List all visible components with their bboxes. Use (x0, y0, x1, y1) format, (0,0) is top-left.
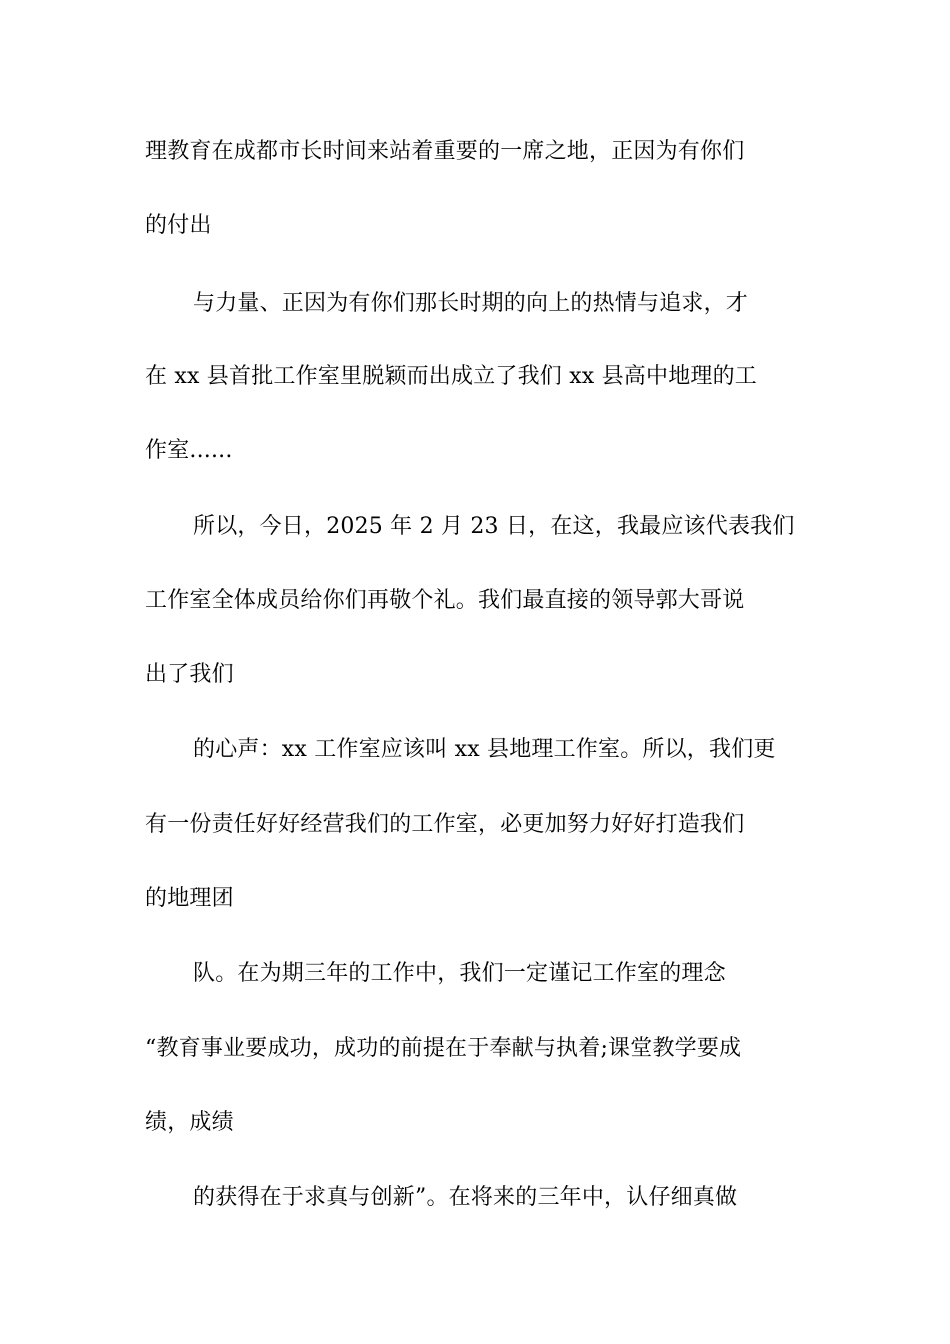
text-line-1: 理教育在成都市长时间来站着重要的一席之地，正因为有你们 (145, 139, 745, 164)
text-line-13: “教育事业要成功，成功的前提在于奉献与执着;课堂教学要成 (145, 1036, 742, 1061)
text-line-12: 队。在为期三年的工作中，我们一定谨记工作室的理念 (193, 961, 726, 986)
text-line-7: 工作室全体成员给你们再敬个礼。我们最直接的领导郭大哥说 (145, 588, 745, 613)
text-line-3: 与力量、正因为有你们那长时期的向上的热情与追求，才 (193, 291, 749, 316)
text-line-11: 的地理团 (145, 886, 234, 911)
text-line-6: 所以，今日，2025 年 2 月 23 日，在这，我最应该代表我们 (193, 514, 795, 539)
text-line-2: 的付出 (145, 213, 212, 238)
text-line-15: 的获得在于求真与创新”。在将来的三年中，认仔细真做 (193, 1185, 738, 1210)
text-line-9: 的心声：xx 工作室应该叫 xx 县地理工作室。所以，我们更 (193, 737, 776, 762)
text-line-5: 作室...... (145, 438, 233, 463)
text-line-4: 在 xx 县首批工作室里脱颖而出成立了我们 xx 县高中地理的工 (145, 364, 758, 389)
text-line-10: 有一份责任好好经营我们的工作室，必更加努力好好打造我们 (145, 812, 745, 837)
text-line-8: 出了我们 (145, 662, 234, 687)
text-line-14: 绩，成绩 (145, 1110, 234, 1135)
